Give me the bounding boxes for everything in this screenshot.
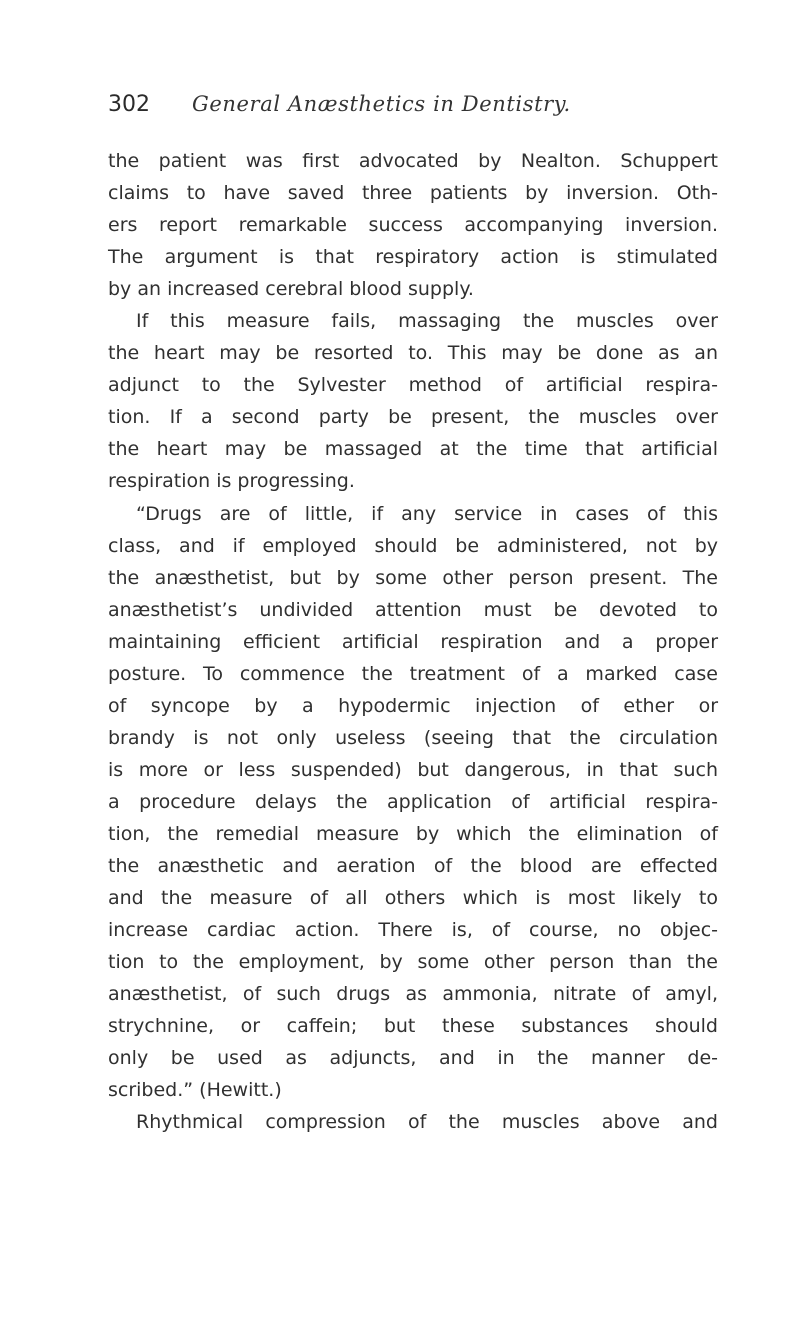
text-line: the heart may be massaged at the time that artificial	[108, 438, 718, 461]
text-line: the heart may be resorted to. This may be done as an	[108, 342, 718, 365]
text-line: the anæsthetic and aeration of the blood are effected	[108, 855, 718, 878]
text-line: and the measure of all others which is most likely to	[108, 887, 718, 910]
text-line: by an increased cerebral blood supply.	[108, 278, 474, 301]
text-line: anæsthetist, of such drugs as ammonia, nitrate of amyl,	[108, 983, 718, 1006]
text-line: increase cardiac action. There is, of course, no objec-	[108, 919, 718, 942]
text-line: ers report remarkable success accompanying inversion.	[108, 214, 718, 237]
text-line: If this measure fails, massaging the muscles over	[136, 310, 718, 333]
page-number: 302	[108, 92, 150, 117]
text-line: class, and if employed should be administered, not by	[108, 534, 718, 557]
text-line: scribed.” (Hewitt.)	[108, 1079, 282, 1102]
text-line: the patient was first advocated by Nealton. Schuppert	[108, 150, 718, 172]
running-title: General Anæsthetics in Dentistry.	[192, 92, 571, 116]
text-line: of syncope by a hypodermic injection of ether or	[108, 694, 718, 717]
text-line: is more or less suspended) but dangerous, in that such	[108, 758, 718, 781]
text-line: adjunct to the Sylvester method of artificial respira-	[108, 374, 718, 397]
text-line: strychnine, or caffein; but these substances should	[108, 1015, 718, 1038]
text-line: the anæsthetist, but by some other person present. The	[108, 566, 718, 589]
text-line: only be used as adjuncts, and in the manner de-	[108, 1047, 718, 1070]
text-line: maintaining efficient artificial respiration and a proper	[108, 630, 718, 653]
text-line: respiration is progressing.	[108, 470, 355, 493]
text-line: tion to the employment, by some other person than the	[108, 951, 718, 974]
text-line: a procedure delays the application of artificial respira-	[108, 790, 718, 813]
text-line: brandy is not only useless (seeing that the circulation	[108, 726, 718, 749]
text-line: tion, the remedial measure by which the elimination of	[108, 822, 718, 845]
text-line: Rhythmical compression of the muscles above and	[136, 1111, 718, 1134]
text-line: tion. If a second party be present, the muscles over	[108, 406, 718, 429]
text-line: The argument is that respiratory action is stimulated	[108, 246, 718, 269]
body-text	[108, 145, 718, 1138]
text-line: anæsthetist’s undivided attention must be devoted to	[108, 598, 718, 621]
text-line: claims to have saved three patients by inversion. Oth-	[108, 182, 718, 205]
running-head	[108, 92, 708, 132]
text-line: “Drugs are of little, if any service in cases of this	[136, 502, 718, 525]
text-line: posture. To commence the treatment of a marked case	[108, 662, 718, 685]
